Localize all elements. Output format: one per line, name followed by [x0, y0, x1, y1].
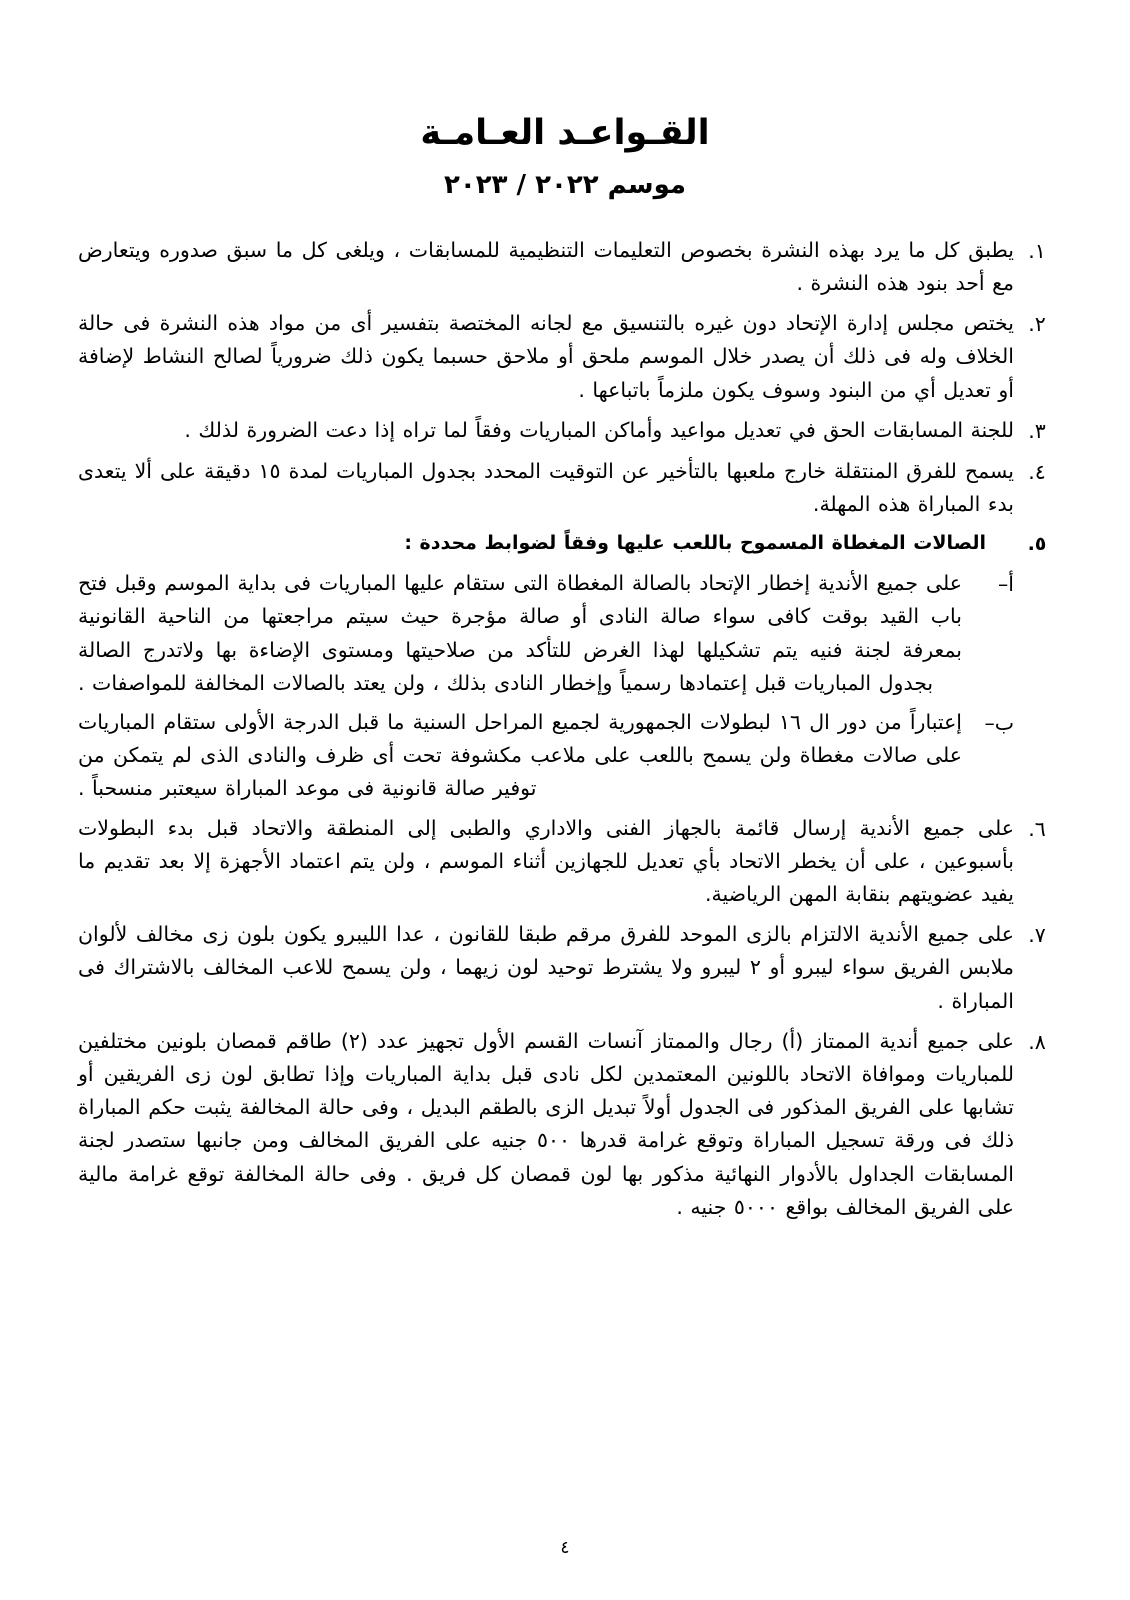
rule-item: [78, 414, 1060, 448]
rule-text: يسمح للفرق المنتقلة خارج ملعبها بالتأخير عن التوقيت المحدد بجدول المباريات لمدة ١٥ دقيقة على ألا يتعدى بدء المباراة هذه المهلة.: [78, 458, 1014, 517]
rule-number: ٤.: [1028, 459, 1046, 484]
rule-sub-item: [78, 567, 1014, 700]
rule-item: [78, 812, 1060, 912]
rule-text: على جميع الأندية إرسال قائمة بالجهاز الفنى والاداري والطبى إلى المنطقة والاتحاد قبل بدء البطولات بأسبوعين ، على أن يخطر الاتحاد بأي تعديل للجهازين أثناء الموسم ، ولن يتم اعتماد الأجهزة إلا بعد تقديم ما يفيد عضويتهم بنقابة المهن الرياضية.: [78, 815, 1014, 906]
rule-item: [78, 918, 1060, 1018]
rule-text: يطبق كل ما يرد بهذه النشرة بخصوص التعليمات التنظيمية للمسابقات ، ويلغى كل ما سبق صدوره ويتعارض مع أحد بنود هذه النشرة .: [78, 237, 1014, 295]
rule-sub-text: إعتباراً من دور ال ١٦ لبطولات الجمهورية لجميع المراحل السنية ما قبل الدرجة الأولى ستقام المباريات على صالات مغطاة ولن يسمح باللعب على ملاعب مكشوفة تحت أى ظرف والنادى الذى لم يتمكن من توفير صالة قانونية فى موعد المباراة سيعتبر منسحباً .: [78, 709, 963, 801]
rule-item: [78, 307, 1060, 407]
rule-number: ٧.: [1028, 923, 1046, 948]
rule-item-heading: [78, 528, 1060, 560]
rule-number: ١.: [1028, 238, 1046, 263]
rule-sub-text: على جميع الأندية إخطار الإتحاد بالصالة المغطاة التى ستقام عليها المباريات فى بداية الموسم وقبل فتح باب القيد بوقت كافى سواء صالة النادى أو صالة مؤجرة حيث سيتم مراجعتها من الناحية القانونية بمعرفة لجنة فنيه يتم تشكيلها لهذا الغرض للتأكد من صلاحيتها ومستوى الإضاءة بها ولاتدرج الصالة بجدول المباريات قبل إعتمادها رسمياً وإخطار النادى بذلك ، ولن يعتد بالصالات المخالفة للمواصفات .: [78, 571, 962, 695]
page-number: ٤: [560, 1538, 570, 1558]
rule-text: الصالات المغطاة المسموح باللعب عليها وفقاً لضوابط محددة :: [404, 532, 986, 555]
rule-number: ٢.: [1028, 312, 1046, 337]
rule-item: [78, 1025, 1060, 1224]
document-subtitle: موسم ٢٠٢٢ / ٢٠٢٣: [444, 169, 686, 200]
rule-sub-list: [78, 567, 1014, 805]
rule-item: [78, 234, 1060, 300]
rule-sub-item: [78, 706, 1014, 806]
rule-text: للجنة المسابقات الحق في تعديل مواعيد وأماكن المباريات وفقاً لما تراه إذا دعت الضرورة لذلك .: [184, 417, 1014, 442]
rule-sub-label: ب–: [984, 710, 1014, 735]
rule-number: ٣.: [1028, 418, 1046, 443]
rule-number: ٨.: [1028, 1029, 1046, 1054]
rule-text: يختص مجلس إدارة الإتحاد دون غيره بالتنسيق مع لجانه المختصة بتفسير أى من مواد هذه النشرة فى حالة الخلاف وله فى ذلك أن يصدر خلال الموسم ملحق أو ملاحق حسبما يكون ذلك ضرورياً لصالح النشاط لإضافة أو تعديل أي من البنود وسوف يكون ملزماً باتباعها .: [78, 311, 1014, 402]
rule-text: على جميع الأندية الالتزام بالزى الموحد للفرق مرقم طبقا للقانون ، عدا الليبرو يكون بلون زى مخالف لألوان ملابس الفريق سواء ليبرو أو ٢ ليبرو ولا يشترط توحيد لون زيهما ، ولن يسمح للاعب المخالف بالاشتراك فى المباراة .: [78, 922, 1014, 1013]
rule-number: ٦.: [1028, 816, 1046, 841]
document-header: [0, 0, 1130, 200]
rule-item: [78, 455, 1060, 521]
page-title: القـواعـد العـامـة: [420, 113, 710, 153]
rule-number: ٥.: [1027, 533, 1047, 556]
rule-sub-label: أ–: [998, 572, 1014, 597]
rules-list: [78, 234, 1060, 1224]
rule-text: على جميع أندية الممتاز (أ) رجال والممتاز آنسات القسم الأول تجهيز عدد (٢) طاقم قمصان بلونين مختلفين للمباريات وموافاة الاتحاد باللونين المعتمدين لكل نادى قبل بداية المباريات وإذا تطابق لون زى الفريقين أو تشابها على الفريق المذكور فى الجدول أولاً تبديل الزى بالطقم البديل ، وفى حالة المخالفة يثبت حكم المباراة ذلك فى ورقة تسجيل المباراة وتوقع غرامة قدرها ٥٠٠ جنيه على الفريق المخالف ومن جانبها ستصدر لجنة المسابقات الجداول بالأدوار النهائية مذكور بها لون قمصان كل فريق . وفى حالة المخالفة توقع غرامة مالية على الفريق المخالف بواقع ٥٠٠٠ جنيه .: [78, 1028, 1014, 1219]
